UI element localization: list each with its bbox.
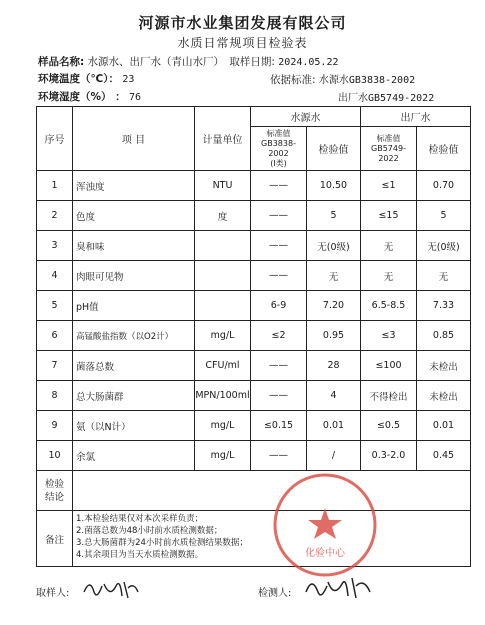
row-source-standard: 6-9 [251, 291, 307, 321]
row-source-standard: —— [251, 261, 307, 291]
source-std-l1: 标准值 [266, 128, 291, 138]
row-outlet-standard: 6.5-8.5 [361, 291, 417, 321]
row-source-standard: —— [251, 231, 307, 261]
row-source-standard: —— [251, 351, 307, 381]
row-number: 10 [37, 441, 73, 471]
row-source-standard: —— [251, 441, 307, 471]
notes-row [37, 511, 471, 567]
row-item: 总大肠菌群 [73, 381, 195, 411]
row-outlet-standard: 无 [361, 261, 417, 291]
source-result-header: 检验值 [307, 127, 361, 171]
row-number: 5 [37, 291, 73, 321]
row-item: 氨（以N计） [73, 411, 195, 441]
basis-outlet-value: 出厂水GB5749-2022 [338, 93, 435, 104]
humidity-label: 环境湿度（%） ： [38, 91, 126, 103]
row-number: 8 [37, 381, 73, 411]
conclusion-l2: 结论 [44, 491, 64, 503]
table-row [37, 201, 471, 231]
header-row-1 [37, 107, 471, 127]
row-item: 肉眼可见物 [73, 261, 195, 291]
humidity-row [38, 89, 141, 104]
date-value: 2024.05.22 [278, 57, 339, 68]
row-outlet-value: 0.70 [417, 171, 471, 201]
row-unit: mg/L [195, 441, 251, 471]
row-source-standard: ≤2 [251, 321, 307, 351]
sample-row [38, 54, 339, 69]
row-item: pH值 [73, 291, 195, 321]
row-source-value: 28 [307, 351, 361, 381]
basis-source: 水源水GB3838-2002 [318, 75, 416, 86]
company-title: 河源市水业集团发展有限公司 [138, 14, 347, 32]
table-row [37, 261, 471, 291]
sampler-label: 取样人: [36, 588, 70, 599]
table-row [37, 441, 471, 471]
source-std-header [251, 127, 307, 171]
row-number: 2 [37, 201, 73, 231]
row-source-standard: —— [251, 381, 307, 411]
official-seal [270, 470, 380, 580]
row-unit [195, 261, 251, 291]
col-item-header: 项 目 [73, 107, 195, 171]
date-label: 取样日期: [229, 56, 275, 68]
sample-label: 样品名称: [38, 56, 85, 68]
temp-row [38, 71, 134, 86]
conclusion-l1: 检验 [44, 478, 64, 490]
row-unit: mg/L [195, 321, 251, 351]
row-source-standard: —— [251, 171, 307, 201]
col-no-header: 序号 [37, 107, 73, 171]
row-outlet-value: 0.85 [417, 321, 471, 351]
table-row [37, 351, 471, 381]
row-outlet-value: 未检出 [417, 381, 471, 411]
row-source-value: 0.01 [307, 411, 361, 441]
row-outlet-value: 5 [417, 201, 471, 231]
row-item: 色度 [73, 201, 195, 231]
basis-outlet [338, 89, 434, 104]
row-source-value: 5 [307, 201, 361, 231]
conclusion-row [37, 471, 471, 511]
form-title: 水质日常规项目检验表 [177, 36, 308, 50]
inspector-label: 检测人: [258, 588, 292, 599]
row-unit [195, 291, 251, 321]
conclusion-label [37, 471, 73, 511]
row-unit: CFU/ml [195, 351, 251, 381]
row-source-standard: ≤0.15 [251, 411, 307, 441]
row-number: 6 [37, 321, 73, 351]
row-item: 高锰酸盐指数（以O2计） [73, 321, 195, 351]
group-outlet-header: 出厂水 [361, 107, 471, 127]
svg-text:化验中心: 化验中心 [305, 548, 345, 559]
notes-label: 备注 [37, 511, 73, 567]
note-3: 3.总大肠菌群为24小时前水质检测结果数据； [76, 538, 248, 548]
table-row [37, 291, 471, 321]
row-number: 9 [37, 411, 73, 441]
row-unit: mg/L [195, 411, 251, 441]
note-4: 4.其余项目为当天水质检测数据。 [76, 550, 204, 560]
row-outlet-standard: 无 [361, 231, 417, 261]
row-source-value: 4 [307, 381, 361, 411]
row-item: 浑浊度 [73, 171, 195, 201]
row-outlet-value: 未检出 [417, 351, 471, 381]
source-std-l2: GB3838-2002 [261, 138, 296, 158]
table-row [37, 231, 471, 261]
basis-row [270, 71, 415, 87]
group-source-header: 水源水 [251, 107, 361, 127]
row-outlet-value: 0.45 [417, 441, 471, 471]
row-source-value: 无(0级) [307, 231, 361, 261]
row-source-value: 7.20 [307, 291, 361, 321]
row-outlet-value: 无(0级) [417, 231, 471, 261]
row-outlet-standard: ≤100 [361, 351, 417, 381]
table-row [37, 171, 471, 201]
row-outlet-standard: ≤0.5 [361, 411, 417, 441]
outlet-std-l2: GB5749-2022 [371, 143, 406, 163]
row-item: 余氯 [73, 441, 195, 471]
row-outlet-standard: 0.3-2.0 [361, 441, 417, 471]
row-unit: 度 [195, 201, 251, 231]
row-outlet-standard: ≤3 [361, 321, 417, 351]
row-source-value: 10.50 [307, 171, 361, 201]
row-unit [195, 231, 251, 261]
inspector-field [258, 584, 291, 599]
row-source-value: 无 [307, 261, 361, 291]
outlet-std-l1: 标准值 [376, 133, 401, 143]
inspector-signature [302, 572, 374, 606]
row-outlet-standard: 不得检出 [361, 381, 417, 411]
table-row [37, 321, 471, 351]
temp-label: 环境温度（℃）： [38, 73, 119, 85]
basis-label: 依据标准: [270, 74, 316, 86]
note-2: 2.菌落总数为48小时前水质检测数据； [76, 526, 223, 536]
humidity-value: 76 [129, 92, 142, 103]
row-unit: MPN/100ml [195, 381, 251, 411]
inspection-table [36, 106, 471, 567]
table-row [37, 381, 471, 411]
note-1: 1.本检验结果仅对本次采样负责； [76, 514, 204, 524]
sampler-signature [80, 574, 142, 604]
row-item: 菌落总数 [73, 351, 195, 381]
row-unit: NTU [195, 171, 251, 201]
row-outlet-value: 7.33 [417, 291, 471, 321]
row-source-standard: —— [251, 201, 307, 231]
sample-value: 水源水、出厂水（青山水厂） [87, 56, 225, 68]
row-outlet-standard: ≤15 [361, 201, 417, 231]
row-number: 3 [37, 231, 73, 261]
outlet-result-header: 检验值 [417, 127, 471, 171]
row-item: 臭和味 [73, 231, 195, 261]
sampler-field [36, 584, 69, 599]
col-unit-header: 计量单位 [195, 107, 251, 171]
temp-value: 23 [122, 74, 135, 85]
row-number: 4 [37, 261, 73, 291]
row-number: 1 [37, 171, 73, 201]
row-outlet-value: 无 [417, 261, 471, 291]
outlet-std-header [361, 127, 417, 171]
row-outlet-value: 0.01 [417, 411, 471, 441]
table-row [37, 411, 471, 441]
source-std-l3: (Ⅰ类) [270, 158, 287, 168]
row-source-value: 0.95 [307, 321, 361, 351]
row-source-value: / [307, 441, 361, 471]
row-number: 7 [37, 351, 73, 381]
row-outlet-standard: ≤1 [361, 171, 417, 201]
